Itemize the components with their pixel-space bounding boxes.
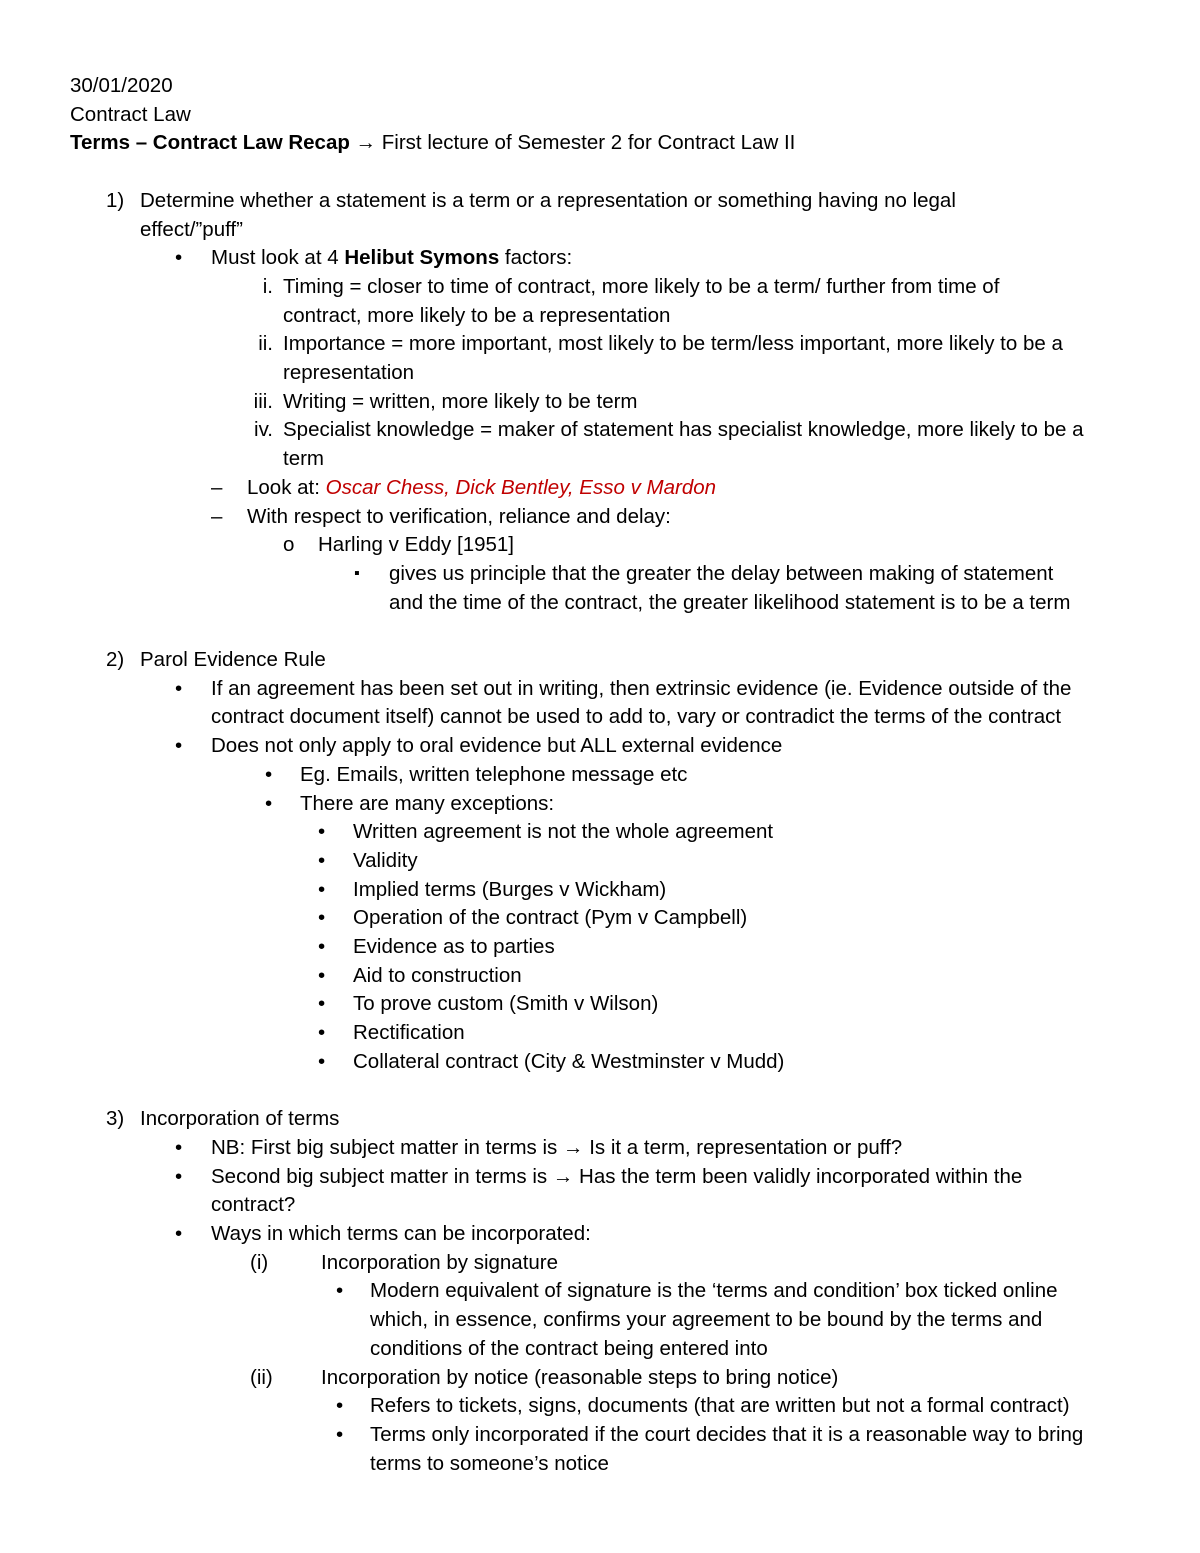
factor-num: ii. (258, 332, 273, 356)
bullet-icon: • (318, 935, 326, 959)
factor-num: iv. (254, 418, 273, 442)
bullet-icon: • (175, 734, 183, 758)
exception-item: • Validity (70, 847, 1150, 876)
respect-line: – With respect to verification, reliance and delay: (70, 503, 1150, 532)
bullet-icon: • (318, 992, 326, 1016)
factor-specialist: iv. Specialist knowledge = maker of statement has specialist knowledge, more likely to be a (70, 416, 1150, 445)
incorporation-signature: (i) Incorporation by signature (70, 1249, 1150, 1278)
principle-line: ▪ gives us principle that the greater the delay between making of statement (70, 560, 1150, 589)
bullet-icon: • (175, 246, 183, 270)
notice-bullet-2: • Terms only incorporated if the court decides that it is a reasonable way to bring (70, 1421, 1150, 1450)
factors-line: • Must look at 4 Helibut Symons factors: (70, 244, 1150, 273)
bullet-icon: • (336, 1423, 344, 1446)
exception-item: • Rectification (70, 1019, 1150, 1048)
factor-num: iii. (253, 389, 273, 413)
second-line: • Second big subject matter in terms is → Has the term been validly incorporated within the (70, 1163, 1150, 1192)
title-rest: First lecture of Semester 2 for Contract Law II (381, 131, 796, 155)
document-page: 30/01/2020 Contract Law Terms – Contract Law Recap → First lecture of Semester 2 for Contract Law II 1) Determine whether a statement is a term or a representation or something having no legal effect/”puff” • Must look at 4 Helibut Symons factors: i. Timing = closer to time of contract, more likely to be a term/ further from time of contract, more likely to be a representation ii. Importance = more important, most likely to be term/less important, more likely to be a representation iii. Writing = written, more likely to be term iv. Specialist knowledge = maker of statement has specialist knowledge, more likely to be a term – Look at: Oscar Chess, Dick Bentley, Esso v Mardon – With respect to verification, reliance and delay: o Harling v Eddy [1951] ▪ gives us principle that the greater the delay between making of statement and the time of the contract, the greater likelihood statement is to be a term 2) Parol Evidence Rule • If an agreement has been set out in writing, then extrinsic evidence (ie. Evidence outside of the contract document itself) cannot be used to add to, vary or contradict the terms of the contract • Does not only apply to oral evidence but ALL external evidence • Eg. Emails, written telephone message etc • There are many exceptions: • Written agreement is not the whole agreement • Validity • Implied terms (Burges v Wickham) • Operation of the contract (Pym v Campbell) • Evidence as to parties • Aid to construction • To prove custom (Smith v Wilson) • Rectification • Collateral contract (City & Westminster v Mudd) 3) Incorporation of terms • NB: First big subject matter in terms is → Is it a term, representation or puff? • Second big subject matter in terms is → Has the term been validly incorporated within the contract? • Ways in which terms can be incorporated: (i) Incorporation by signature • Modern equivalent of signature is the ‘terms and condition’ box ticked online which, in essence, confirms your agreement to be bound by the terms and conditions of the contract being entered into (ii) Incorporation by notice (reasonable steps to bring notice) • Refers to tickets, signs, documents (that are written but not a formal contract) • Terms only incorporated if the court decides that it is a reasonable way to bring terms to someone’s notice (70, 72, 1150, 1478)
exception-item: • To prove custom (Smith v Wilson) (70, 990, 1150, 1019)
exception-item: • Operation of the contract (Pym v Campbell) (70, 904, 1150, 933)
bullet-icon: • (318, 963, 326, 987)
exception-item: • Implied terms (Burges v Wickham) (70, 876, 1150, 905)
square-bullet-icon: ▪ (354, 564, 360, 582)
section-3-number: 3) (106, 1107, 125, 1131)
factor-importance: ii. Importance = more important, most likely to be term/less important, more likely to be a (70, 330, 1150, 359)
signature-bullet: • Modern equivalent of signature is the ‘terms and condition’ box ticked online (70, 1277, 1150, 1306)
section-2-number: 2) (106, 648, 125, 672)
date-line: 30/01/2020 (70, 74, 173, 97)
bullet-icon: • (265, 762, 273, 786)
bullet-icon: • (318, 848, 326, 872)
notice-bullet-1: • Refers to tickets, signs, documents (that are written but not a formal contract) (70, 1392, 1150, 1421)
bullet-icon: • (175, 676, 183, 700)
look-at-line: – Look at: Oscar Chess, Dick Bentley, Esso v Mardon (70, 474, 1150, 503)
bullet-icon: • (336, 1394, 344, 1418)
exception-item: • Aid to construction (70, 962, 1150, 991)
dash-icon: – (211, 504, 223, 528)
subject-line: Contract Law (70, 102, 191, 126)
bullet-icon: • (175, 1222, 183, 1246)
bullet-icon: • (175, 1164, 183, 1188)
arrow-icon: → (552, 1164, 574, 1188)
parol-sub-1: • Eg. Emails, written telephone message etc (70, 761, 1150, 790)
bullet-icon: • (175, 1135, 183, 1159)
exception-item: • Written agreement is not the whole agreement (70, 818, 1150, 847)
bullet-icon: • (318, 877, 326, 901)
dash-icon: – (211, 475, 223, 499)
parol-bullet-1: • If an agreement has been set out in writing, then extrinsic evidence (ie. Evidence outside of the (70, 675, 1150, 704)
section-1-number: 1) (106, 188, 125, 212)
bullet-icon: • (318, 820, 326, 844)
bullet-icon: • (318, 906, 326, 930)
bullet-icon: • (318, 1021, 326, 1045)
parol-bullet-2: • Does not only apply to oral evidence but ALL external evidence (70, 732, 1150, 761)
circle-bullet-icon: o (283, 533, 295, 557)
section-3-heading: 3) Incorporation of terms (70, 1105, 1150, 1134)
bullet-icon: • (265, 791, 273, 815)
arrow-icon: → (355, 131, 377, 155)
bullet-icon: • (336, 1279, 344, 1303)
ways-line: • Ways in which terms can be incorporated: (70, 1220, 1150, 1249)
factor-timing: i. Timing = closer to time of contract, more likely to be a term/ further from time of (70, 273, 1150, 302)
roman-number: (i) (250, 1250, 269, 1274)
case-names: Oscar Chess, Dick Bentley, Esso v Mardon (325, 475, 717, 499)
section-1-line1: 1) Determine whether a statement is a term or a representation or something having no legal (70, 187, 1150, 216)
bullet-icon: • (318, 1049, 326, 1073)
parol-sub-2: • There are many exceptions: (70, 790, 1150, 819)
incorporation-notice: (ii) Incorporation by notice (reasonable steps to bring notice) (70, 1364, 1150, 1393)
factor-writing: iii. Writing = written, more likely to be term (70, 388, 1150, 417)
section-2-heading: 2) Parol Evidence Rule (70, 646, 1150, 675)
roman-number: (ii) (250, 1365, 273, 1389)
exception-item: • Evidence as to parties (70, 933, 1150, 962)
title-line (70, 129, 1150, 158)
nb-line: • NB: First big subject matter in terms is → Is it a term, representation or puff? (70, 1134, 1150, 1163)
arrow-icon: → (563, 1135, 584, 1159)
title-bold: Terms – Contract Law Recap (70, 131, 350, 155)
exception-item: • Collateral contract (City & Westminster v Mudd) (70, 1048, 1150, 1077)
section-1-line2: effect/”puff” (140, 217, 243, 241)
harling-line: o Harling v Eddy [1951] (70, 531, 1150, 560)
factor-num: i. (262, 274, 273, 298)
